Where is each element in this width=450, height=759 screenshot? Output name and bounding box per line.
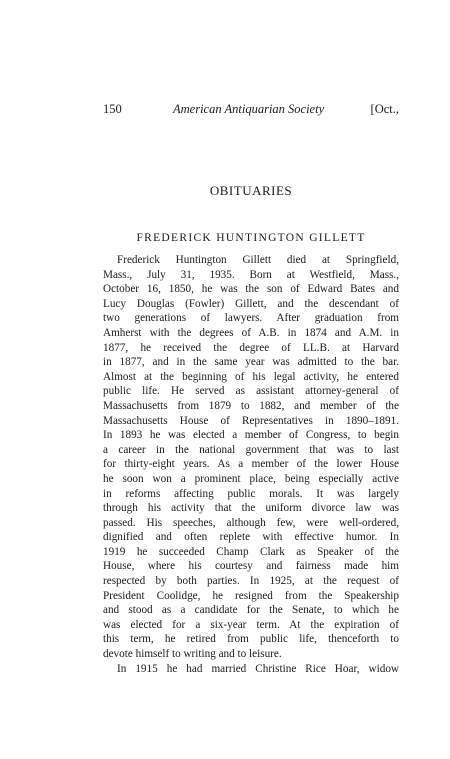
page-number: 150 <box>103 102 122 116</box>
text-line: for thirty-eight years. As a member of the lower House <box>103 458 399 471</box>
text-line: devote himself to writing and to leisure. <box>103 648 282 661</box>
text-line: he soon won a prominent place, being especially active <box>103 472 399 485</box>
text-line: Amherst with the degrees of A.B. in 1874 and A.M. in <box>103 326 399 339</box>
text-line: House, where his courtesy and fairness made him <box>103 560 399 573</box>
journal-title: American Antiquarian Society <box>173 102 325 116</box>
text-line: two generations of lawyers. After graduation from <box>103 312 399 325</box>
text-line: In 1893 he was elected a member of Congress, to begin <box>103 429 399 442</box>
text-line: Massachusetts House of Representatives in 1890–1891. <box>103 414 399 427</box>
text-line: President Coolidge, he resigned from the Speakership <box>103 589 399 602</box>
running-head <box>103 101 399 117</box>
text-line: in reforms affecting public morals. It was largely <box>103 487 399 500</box>
entry-title: FREDERICK HUNTINGTON GILLETT <box>136 232 366 244</box>
text-line: this term, he retired from public life, thenceforth to <box>103 633 399 646</box>
text-line: passed. His speeches, although few, were well-ordered, <box>103 516 399 529</box>
obituary-body <box>103 253 399 676</box>
running-head-month: [Oct., <box>370 102 399 116</box>
text-line: Lucy Douglas (Fowler) Gillett, and the descendant of <box>103 297 399 310</box>
text-line: Frederick Huntington Gillett died at Springfield, <box>117 254 399 266</box>
text-line: In 1915 he had married Christine Rice Hoar, widow <box>117 662 399 675</box>
text-line: dignified and often replete with effective humor. In <box>103 531 399 544</box>
text-line: Almost at the beginning of his legal activity, he entered <box>103 370 399 383</box>
text-line: public life. He served as assistant attorney-general of <box>103 385 399 398</box>
section-title: OBITUARIES <box>209 183 293 198</box>
text-line: Massachusetts from 1879 to 1882, and member of the <box>103 399 399 412</box>
text-line: a career in the national government that was to last <box>103 443 399 456</box>
text-line: in 1877, and in the same year was admitted to the bar. <box>103 356 399 369</box>
text-line: 1919 he succeeded Champ Clark as Speaker of the <box>103 545 399 558</box>
text-line: through his activity that the uniform divorce law was <box>103 502 399 515</box>
text-line: Mass., July 31, 1935. Born at Westfield, Mass., <box>103 268 399 281</box>
text-line: and stood as a candidate for the Senate, to which he <box>103 604 399 617</box>
text-line: October 16, 1850, he was the son of Edward Bates and <box>103 283 399 296</box>
text-line: respected by both parties. In 1925, at the request of <box>103 575 399 588</box>
text-line: was elected for a six-year term. At the expiration of <box>103 618 399 631</box>
text-line: 1877, he received the degree of LL.B. at Harvard <box>103 341 399 354</box>
